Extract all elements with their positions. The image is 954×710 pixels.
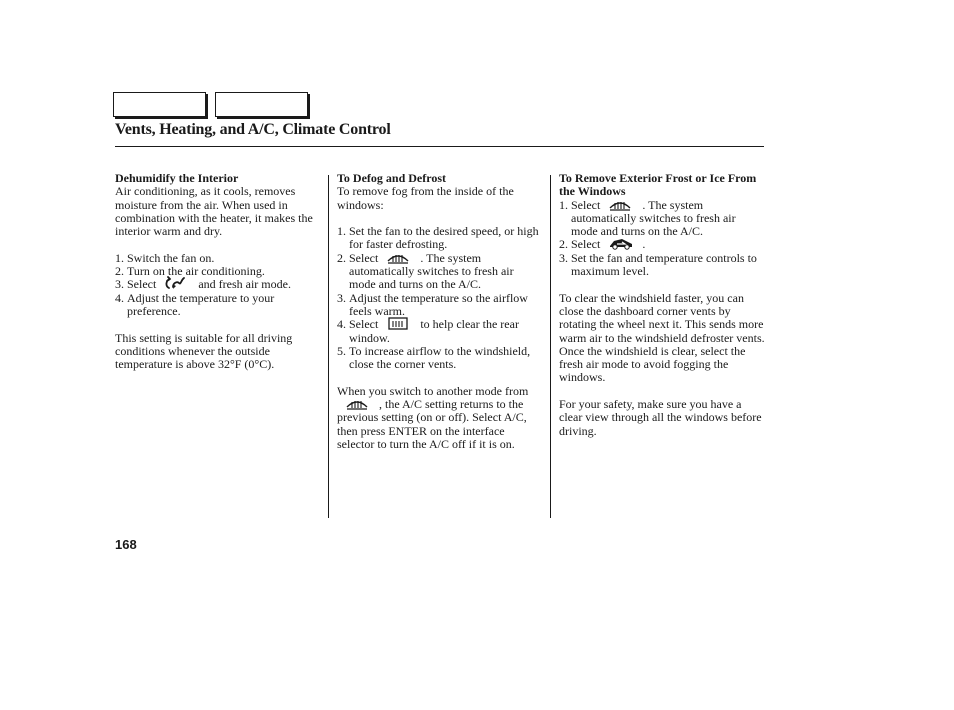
list-item [337,292,539,319]
step-number: 4. [115,290,124,305]
title-rule [115,146,764,147]
list-item [115,292,317,319]
paragraph: This setting is suitable for all driving conditions whenever the outside temperature is above 32°F (0°C). [115,330,293,372]
step-text [349,318,539,345]
recirculation-mode-icon [156,278,198,290]
step-text: Set the fan and temperature controls to maximum level. [571,250,757,279]
steps-list [337,225,539,371]
column-defog [337,172,539,465]
column-divider [328,175,329,518]
paragraph: For your safety, make sure you have a clear view through all the windows before driving. [559,397,762,438]
step-text [127,278,317,291]
list-item [337,345,539,372]
section-heading-exterior-frost: To Remove Exterior Frost or Ice From the Windows [559,171,757,199]
list-item [115,278,317,291]
step-number: 4. [337,317,346,332]
step-text-a: Select [571,197,601,212]
step-number: 2. [115,264,124,279]
step-text: Set the fan to the desired speed, or high for faster defrosting. [349,224,539,252]
step-text: Turn on the air conditioning. [127,264,265,279]
list-item [559,238,765,251]
list-item [337,252,539,292]
step-text: Switch the fan on. [127,250,215,265]
column-exterior-frost [559,172,765,451]
list-item [115,252,317,265]
step-number: 1. [559,197,568,212]
note-text-b: , the A/C setting returns to the previous setting (on or off). Select A/C, then press ENTER on the interface selector to turn the A/C off if it is on. [337,397,527,451]
step-number: 1. [337,224,346,239]
step-text-a: Select [571,237,601,252]
list-item [559,252,765,279]
step-text-a: Select [127,277,157,292]
step-text-a: Select [349,317,379,332]
step-text: Adjust the temperature to your preference. [127,290,275,318]
step-number: 1. [115,250,124,265]
list-item [559,199,765,239]
front-defrost-icon [337,398,379,410]
list-item [115,265,317,278]
list-item [337,225,539,252]
paragraph: To remove fog from the inside of the windows: [337,184,514,212]
list-item [337,318,539,345]
step-number: 5. [337,343,346,358]
step-text-b: and fresh air mode. [198,277,291,292]
steps-list [115,252,317,318]
column-divider [550,175,551,518]
section-heading-dehumidify: Dehumidify the Interior [115,171,239,185]
step-text-b: . The system automatically switches to fresh air mode and turns on the A/C. [571,197,736,239]
step-text [571,199,765,239]
rear-defrost-icon [378,318,420,330]
column-dehumidify [115,172,317,385]
step-text [571,238,765,251]
front-defrost-icon [378,252,420,264]
step-number: 2. [559,237,568,252]
front-defrost-icon [600,199,642,211]
step-number: 3. [559,250,568,265]
page-title: Vents, Heating, and A/C, Climate Control [115,121,391,138]
step-number: 2. [337,250,346,265]
note-text-a: When you switch to another mode from [337,383,529,398]
step-text-a: Select [349,250,379,265]
step-number: 3. [115,277,124,292]
paragraph: Air conditioning, as it cools, removes moisture from the air. When used in combination with the heater, it makes the interior warm and dry. [115,184,313,239]
paragraph [337,385,539,451]
paragraph: To clear the windshield faster, you can close the dashboard corner vents by rotating the wheel next it. This sends more warm air to the windshield defroster vents. Once the windshield is clear, select the fresh air mode to avoid fogging the windows. [559,290,765,385]
step-text-b: to help clear the rear window. [349,317,519,345]
step-text: Adjust the temperature so the airflow feels warm. [349,290,528,318]
page-number: 168 [115,537,137,552]
fresh-air-mode-icon [600,238,642,250]
step-text-b: . [642,237,646,252]
step-text [349,252,539,292]
step-text-b: . The system automatically switches to fresh air mode and turns on the A/C. [349,250,514,292]
nav-tab-box-2[interactable] [215,92,308,117]
nav-tab-box-1[interactable] [113,92,206,117]
steps-list [559,199,765,279]
step-text: To increase airflow to the windshield, close the corner vents. [349,343,531,372]
section-heading-defog: To Defog and Defrost [337,171,447,185]
step-number: 3. [337,290,346,305]
